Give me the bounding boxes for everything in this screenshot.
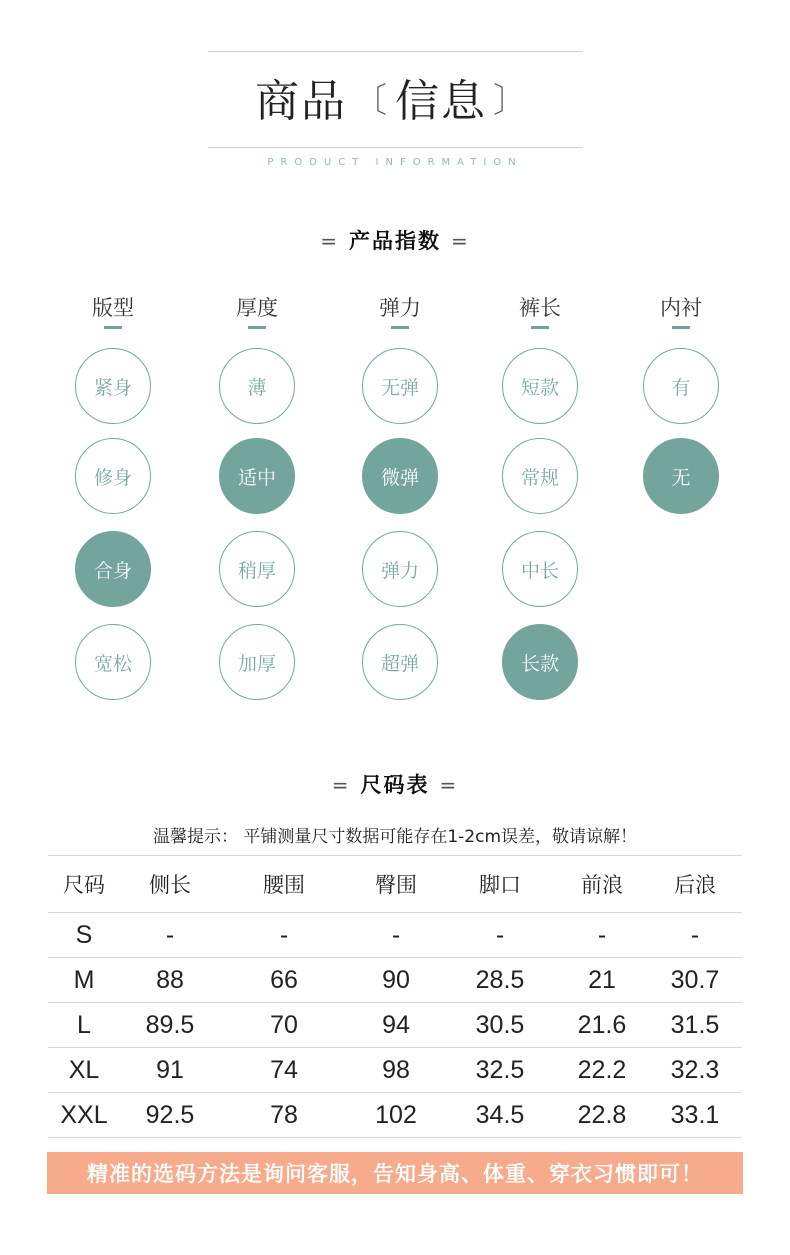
size-value-cell: 30.5 <box>444 1003 556 1048</box>
size-value-cell: 28.5 <box>444 958 556 1003</box>
index-option: 紧身 <box>75 348 151 424</box>
size-table-header-cell: 腰围 <box>220 856 348 913</box>
size-value-cell: 70 <box>220 1003 348 1048</box>
size-value-cell: - <box>648 913 742 958</box>
sizing-advice-banner: 精准的选码方法是询问客服，告知身高、体重、穿衣习惯即可！ <box>47 1152 743 1194</box>
title-highlight: 信息 <box>395 76 487 127</box>
index-option: 常规 <box>502 438 578 514</box>
page-title <box>0 70 790 133</box>
index-column-label: 内衬 <box>660 296 702 320</box>
index-option: 中长 <box>502 531 578 607</box>
size-value-cell: 78 <box>220 1093 348 1138</box>
size-title-text: 尺码表 <box>360 773 430 797</box>
size-table-header-cell: 后浪 <box>648 856 742 913</box>
size-value-cell: 32.3 <box>648 1048 742 1093</box>
index-option-selected: 适中 <box>219 438 295 514</box>
size-value-cell: 31.5 <box>648 1003 742 1048</box>
size-label-cell: XL <box>48 1048 120 1093</box>
eq-right: = <box>439 773 459 797</box>
index-option: 宽松 <box>75 624 151 700</box>
size-value-cell: - <box>120 913 220 958</box>
index-column-label: 裤长 <box>519 296 561 320</box>
table-row <box>48 1048 742 1093</box>
index-option-selected: 长款 <box>502 624 578 700</box>
size-value-cell: 88 <box>120 958 220 1003</box>
size-value-cell: 34.5 <box>444 1093 556 1138</box>
title-main: 商品 <box>255 76 347 127</box>
index-option-selected: 无 <box>643 438 719 514</box>
size-value-cell: - <box>348 913 444 958</box>
index-option: 修身 <box>75 438 151 514</box>
size-value-cell: - <box>444 913 556 958</box>
size-value-cell: 66 <box>220 958 348 1003</box>
index-column-label: 厚度 <box>236 296 278 320</box>
size-label-cell: L <box>48 1003 120 1048</box>
size-label-cell: XXL <box>48 1093 120 1138</box>
size-value-cell: 21 <box>556 958 648 1003</box>
header-top-divider <box>208 51 583 52</box>
size-value-cell: 22.2 <box>556 1048 648 1093</box>
table-row <box>48 1093 742 1138</box>
eq-left: = <box>331 773 351 797</box>
table-row <box>48 958 742 1003</box>
size-section-title <box>0 769 790 799</box>
index-title-text: 产品指数 <box>349 229 441 253</box>
size-value-cell: 94 <box>348 1003 444 1048</box>
size-table-header-cell: 脚口 <box>444 856 556 913</box>
table-row <box>48 913 742 958</box>
eq-left: = <box>320 229 339 253</box>
size-value-cell: 90 <box>348 958 444 1003</box>
table-row <box>48 1003 742 1048</box>
index-option: 加厚 <box>219 624 295 700</box>
index-option: 薄 <box>219 348 295 424</box>
size-value-cell: 102 <box>348 1093 444 1138</box>
size-value-cell: 74 <box>220 1048 348 1093</box>
size-value-cell: 98 <box>348 1048 444 1093</box>
size-value-cell: 22.8 <box>556 1093 648 1138</box>
index-column-underline <box>104 326 122 329</box>
index-option: 短款 <box>502 348 578 424</box>
index-option-selected: 合身 <box>75 531 151 607</box>
index-option: 有 <box>643 348 719 424</box>
index-column-underline <box>672 326 690 329</box>
index-option: 无弹 <box>362 348 438 424</box>
index-section-title <box>0 225 790 255</box>
header-bottom-divider <box>208 147 583 148</box>
index-option-selected: 微弹 <box>362 438 438 514</box>
size-table <box>48 855 742 1138</box>
size-table-header <box>48 856 742 913</box>
size-value-cell: 91 <box>120 1048 220 1093</box>
index-column-label: 弹力 <box>379 296 421 320</box>
size-table-header-cell: 前浪 <box>556 856 648 913</box>
size-value-cell: 32.5 <box>444 1048 556 1093</box>
page-subtitle: PRODUCT INFORMATION <box>267 157 523 168</box>
size-label-cell: S <box>48 913 120 958</box>
size-value-cell: 92.5 <box>120 1093 220 1138</box>
index-column-underline <box>391 326 409 329</box>
size-value-cell: - <box>220 913 348 958</box>
size-tip: 温馨提示： 平铺测量尺寸数据可能存在1-2cm误差，敬请谅解！ <box>152 827 638 847</box>
size-value-cell: - <box>556 913 648 958</box>
bracket-close: 〕 <box>493 81 529 121</box>
size-value-cell: 33.1 <box>648 1093 742 1138</box>
eq-right: = <box>451 229 470 253</box>
size-value-cell: 30.7 <box>648 958 742 1003</box>
index-option: 弹力 <box>362 531 438 607</box>
size-table-header-cell: 臀围 <box>348 856 444 913</box>
index-column-underline <box>531 326 549 329</box>
size-table-header-cell: 尺码 <box>48 856 120 913</box>
index-column-underline <box>248 326 266 329</box>
index-column-label: 版型 <box>92 296 134 320</box>
index-option: 稍厚 <box>219 531 295 607</box>
bracket-open: 〔 <box>353 81 389 121</box>
index-option: 超弹 <box>362 624 438 700</box>
size-label-cell: M <box>48 958 120 1003</box>
size-value-cell: 89.5 <box>120 1003 220 1048</box>
size-table-header-cell: 侧长 <box>120 856 220 913</box>
size-value-cell: 21.6 <box>556 1003 648 1048</box>
